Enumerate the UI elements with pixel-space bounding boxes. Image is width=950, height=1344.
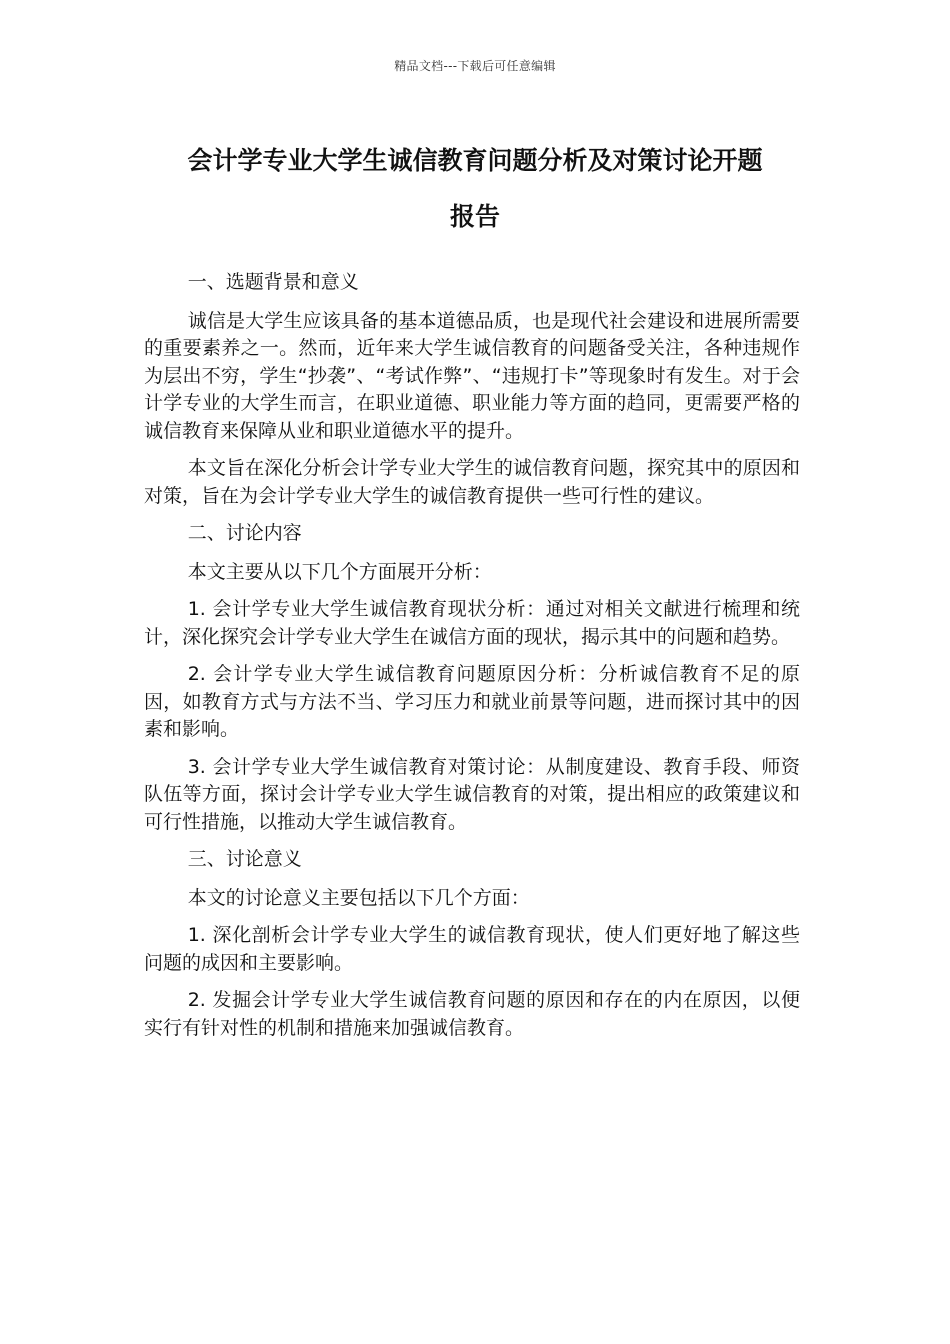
paragraph-content-intro: 本文主要从以下几个方面展开分析： — [187, 560, 492, 583]
title-line-2: 报告 — [449, 202, 500, 231]
paragraph-significance-intro: 本文的讨论意义主要包括以下几个方面： — [187, 886, 530, 909]
section-heading-significance: 三、讨论意义 — [187, 848, 302, 870]
section-heading-content: 二、讨论内容 — [187, 522, 302, 544]
title-line-1: 会计学专业大学生诚信教育问题分析及对策讨论开题 — [187, 146, 763, 175]
document-title — [130, 133, 820, 245]
list-item-significance-1: 1. 深化剖析会计学专业大学生的诚信教育现状，使人们更好地了解这些问题的成因和主要影响。 — [144, 924, 800, 974]
list-item-significance-2: 2. 发掘会计学专业大学生诚信教育问题的原因和存在的内在原因，以便实行有针对性的机制和措施来加强诚信教育。 — [144, 989, 800, 1039]
paragraph-background-1: 诚信是大学生应该具备的基本道德品质，也是现代社会建设和进展所需要的重要素养之一。然而，近年来大学生诚信教育的问题备受关注，各种违规作为层出不穷，学生“抄袭”、“考试作弊”、“违规打卡”等现象时有发生。对于会计学专业的大学生而言，在职业道德、职业能力等方面的趋同，更需要严格的诚信教育来保障从业和职业道德水平的提升。 — [144, 309, 800, 442]
header-note: 精品文档---下载后可任意编辑 — [394, 59, 556, 73]
section-heading-background: 一、选题背景和意义 — [187, 271, 359, 293]
paragraph-background-2: 本文旨在深化分析会计学专业大学生的诚信教育问题，探究其中的原因和对策，旨在为会计学专业大学生的诚信教育提供一些可行性的建议。 — [144, 457, 800, 507]
document-body — [144, 269, 800, 1052]
list-item-content-3: 3. 会计学专业大学生诚信教育对策讨论：从制度建设、教育手段、师资队伍等方面，探讨会计学专业大学生诚信教育的对策，提出相应的政策建议和可行性措施，以推动大学生诚信教育。 — [144, 755, 800, 833]
list-item-content-2: 2. 会计学专业大学生诚信教育问题原因分析：分析诚信教育不足的原因，如教育方式与方法不当、学习压力和就业前景等问题，进而探讨其中的因素和影响。 — [144, 663, 800, 740]
list-item-content-1: 1. 会计学专业大学生诚信教育现状分析：通过对相关文献进行梳理和统计，深化探究会计学专业大学生在诚信方面的现状，揭示其中的问题和趋势。 — [144, 598, 800, 648]
